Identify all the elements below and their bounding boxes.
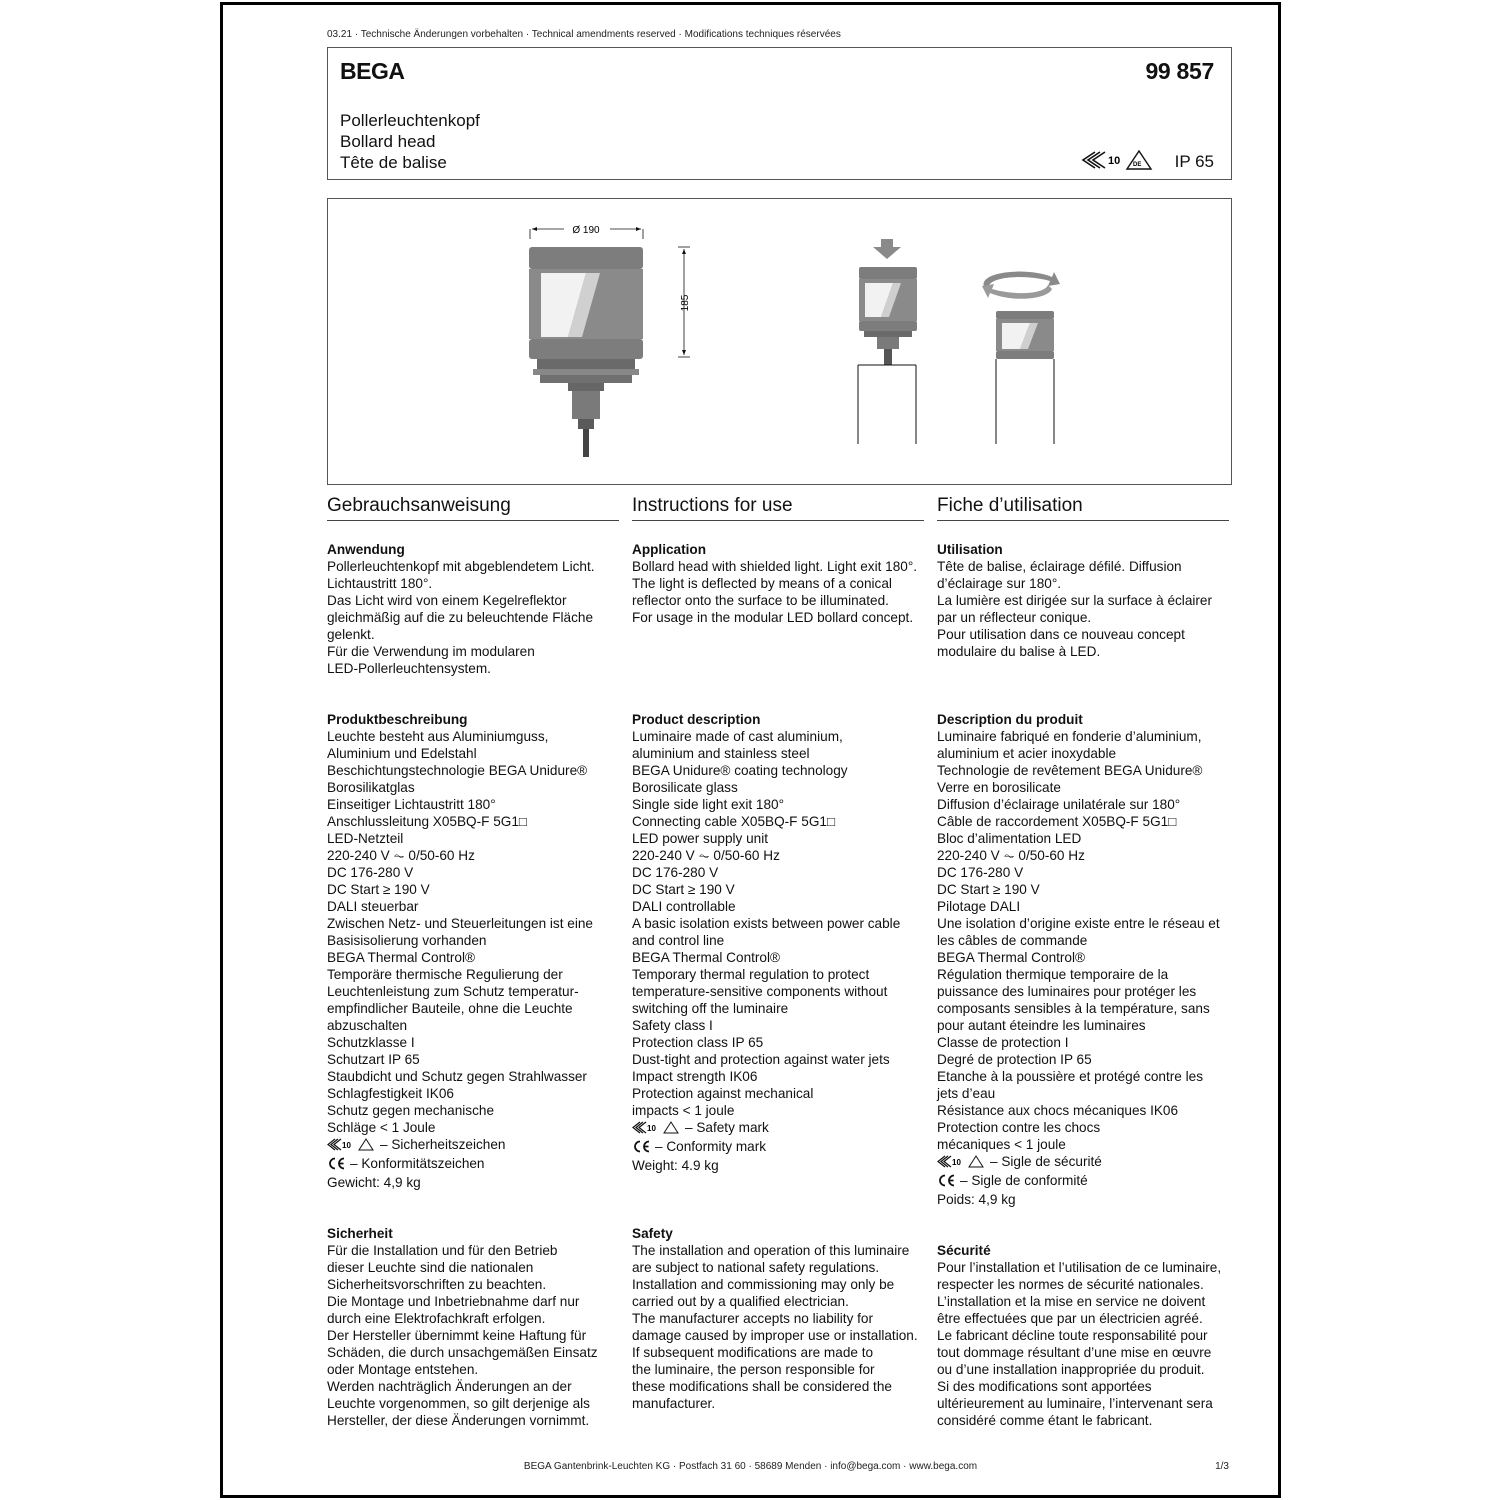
text-line: durch eine Elektrofachkraft erfolgen. xyxy=(327,1311,546,1326)
svg-text:10: 10 xyxy=(342,1141,351,1150)
text-line: Connecting cable X05BQ-F 5G1□ xyxy=(632,814,836,829)
weight-line: Poids: 4,9 kg xyxy=(937,1192,1016,1207)
text-line: switching off the luminaire xyxy=(632,1001,789,1016)
section-title: Product description xyxy=(632,712,761,727)
column-heading: Gebrauchsanweisung xyxy=(327,495,619,521)
text-line: DALI steuerbar xyxy=(327,899,419,914)
text-line: Protection class IP 65 xyxy=(632,1035,764,1050)
text-line: The light is deflected by means of a conical xyxy=(632,576,892,591)
text-line: empfindlicher Bauteile, ohne die Leuchte xyxy=(327,1001,573,1016)
text-line: oder Montage entstehen. xyxy=(327,1362,479,1377)
text-line: Le fabricant décline toute responsabilité pour xyxy=(937,1328,1208,1343)
text-line: Classe de protection I xyxy=(937,1035,1069,1050)
column-heading: Instructions for use xyxy=(632,495,924,521)
section-title: Anwendung xyxy=(327,542,405,557)
text-line: temperature-sensitive components without xyxy=(632,984,888,999)
text-line: d’éclairage sur 180°. xyxy=(937,576,1062,591)
ce-mark-icon xyxy=(937,1174,957,1191)
text-line: and control line xyxy=(632,933,725,948)
text-line: Si des modifications sont apportées xyxy=(937,1379,1152,1394)
text-line: aluminium and stainless steel xyxy=(632,746,810,761)
text-line: jets d’eau xyxy=(937,1086,996,1101)
conformity-mark-line: – Conformity mark xyxy=(632,1138,924,1157)
product-name-de: Pollerleuchtenkopf xyxy=(340,111,480,130)
text-line: Résistance aux chocs mécaniques IK06 xyxy=(937,1103,1179,1118)
text-line: Staubdicht und Schutz gegen Strahlwasser xyxy=(327,1069,587,1084)
text-line: Bollard head with shielded light. Light exit 180°. xyxy=(632,559,918,574)
text-line: 220-240 V ⏦ 0/50-60 Hz xyxy=(327,848,475,863)
text-line: Der Hersteller übernimmt keine Haftung für xyxy=(327,1328,587,1343)
text-line: Schutzart IP 65 xyxy=(327,1052,420,1067)
mounting-step-insert xyxy=(858,239,917,444)
text-line: damage caused by improper use or installation. xyxy=(632,1328,918,1343)
text-line: gelenkt. xyxy=(327,627,375,642)
text-line: Schläge < 1 Joule xyxy=(327,1120,436,1135)
text-line: L’installation et la mise en service ne doivent xyxy=(937,1294,1206,1309)
text-line: respecter les normes de sécurité nationales. xyxy=(937,1277,1204,1292)
column-heading: Fiche d’utilisation xyxy=(937,495,1229,521)
safety-mark-icon xyxy=(327,1138,377,1155)
product-name-fr: Tête de balise xyxy=(340,153,447,172)
text-line: Leuchtenleistung zum Schutz temperatur- xyxy=(327,984,579,999)
section-title: Application xyxy=(632,542,707,557)
column-en xyxy=(632,495,924,1412)
text-line: the luminaire, the person responsible for xyxy=(632,1362,875,1377)
text-line: Borosilicate glass xyxy=(632,780,738,795)
text-line: Schutzklasse I xyxy=(327,1035,415,1050)
figure-box xyxy=(327,198,1232,485)
section-title: Description du produit xyxy=(937,712,1083,727)
text-line: If subsequent modifications are made to xyxy=(632,1345,874,1360)
section-title: Sécurité xyxy=(937,1243,991,1258)
text-line: Die Montage und Inbetriebnahme darf nur xyxy=(327,1294,580,1309)
text-line: Tête de balise, éclairage défilé. Diffusion xyxy=(937,559,1182,574)
page-number: 1/3 xyxy=(1215,1461,1229,1472)
application-text xyxy=(327,558,619,677)
footer-address: BEGA Gantenbrink-Leuchten KG · Postfach 31 60 · 58689 Menden · info@bega.com · www.bega.com xyxy=(523,1461,978,1472)
text-line: DC 176-280 V xyxy=(632,865,719,880)
text-line: DC Start ≥ 190 V xyxy=(632,882,735,897)
text-line: La lumière est dirigée sur la surface à éclairer xyxy=(937,593,1213,608)
text-line: Une isolation d’origine existe entre le réseau et xyxy=(937,916,1220,931)
text-line: 220-240 V ⏦ 0/50-60 Hz xyxy=(937,848,1085,863)
article-number: 99 857 xyxy=(1145,58,1214,84)
column-fr xyxy=(937,495,1229,1429)
text-line: manufacturer. xyxy=(632,1396,716,1411)
safety-mark-icon xyxy=(632,1121,682,1138)
text-line: Degré de protection IP 65 xyxy=(937,1052,1092,1067)
height-label: 185 xyxy=(680,294,691,312)
text-line: Pour l’installation et l’utilisation de ce luminaire, xyxy=(937,1260,1222,1275)
text-line: Sicherheitsvorschriften zu beachten. xyxy=(327,1277,547,1292)
conformity-mark-line: – Konformitätszeichen xyxy=(327,1155,619,1174)
text-line: puissance des luminaires pour protéger les xyxy=(937,984,1197,999)
text-line: Borosilikatglas xyxy=(327,780,415,795)
weight-line: Gewicht: 4,9 kg xyxy=(327,1175,421,1190)
safety-mark-line: 10 – Safety mark xyxy=(632,1119,924,1138)
text-line: Leuchte besteht aus Aluminiumguss, xyxy=(327,729,549,744)
safety-mark-icon xyxy=(937,1155,987,1172)
column-de xyxy=(327,495,619,1429)
text-line: Technologie de revêtement BEGA Unidure® xyxy=(937,763,1203,778)
text-line: The installation and operation of this luminaire xyxy=(632,1243,910,1258)
text-line: Protection against mechanical xyxy=(632,1086,814,1101)
application-text xyxy=(632,558,924,626)
text-line: carried out by a qualified electrician. xyxy=(632,1294,849,1309)
safety-marks-icon xyxy=(1081,148,1153,172)
section-title: Produktbeschreibung xyxy=(327,712,468,727)
text-line: DC Start ≥ 190 V xyxy=(937,882,1040,897)
text-line: Etanche à la poussière et protégé contre les xyxy=(937,1069,1204,1084)
text-line: Für die Verwendung im modularen xyxy=(327,644,535,659)
text-line: Dust-tight and protection against water jets xyxy=(632,1052,890,1067)
ce-mark-icon xyxy=(327,1157,347,1174)
text-line: Beschichtungstechnologie BEGA Unidure® xyxy=(327,763,588,778)
document-page xyxy=(220,2,1281,1498)
section-title: Utilisation xyxy=(937,542,1003,557)
safety-text xyxy=(632,1242,924,1412)
text-line: Das Licht wird von einem Kegelreflektor xyxy=(327,593,567,608)
text-line: BEGA Unidure® coating technology xyxy=(632,763,848,778)
text-line: Installation and commissioning may only be xyxy=(632,1277,895,1292)
text-line: Aluminium und Edelstahl xyxy=(327,746,477,761)
text-line: être effectuées que par un électricien agréé. xyxy=(937,1311,1203,1326)
text-line: LED-Netzteil xyxy=(327,831,404,846)
text-line: A basic isolation exists between power cable xyxy=(632,916,901,931)
mark-number: 10 xyxy=(1108,155,1121,167)
product-text xyxy=(632,728,924,1119)
text-line: Pollerleuchtenkopf mit abgeblendetem Licht. xyxy=(327,559,595,574)
text-line: Schutz gegen mechanische xyxy=(327,1103,495,1118)
text-line: modulaire du balise à LED. xyxy=(937,644,1101,659)
brand-name: BEGA xyxy=(340,58,405,84)
diameter-label: Ø 190 xyxy=(572,225,600,236)
text-line: considéré comme étant le fabricant. xyxy=(937,1413,1153,1428)
text-line: les câbles de commande xyxy=(937,933,1088,948)
text-line: Leuchte vorgenommen, so gilt derjenige als xyxy=(327,1396,590,1411)
conformity-mark-line: – Sigle de conformité xyxy=(937,1172,1229,1191)
product-names xyxy=(340,110,480,173)
text-line: BEGA Thermal Control® xyxy=(937,950,1086,965)
text-line: Diffusion d’éclairage unilatérale sur 180° xyxy=(937,797,1181,812)
svg-text:10: 10 xyxy=(647,1124,656,1133)
text-line: Lichtaustritt 180°. xyxy=(327,576,433,591)
text-line: BEGA Thermal Control® xyxy=(327,950,476,965)
text-line: dieser Leuchte sind die nationalen xyxy=(327,1260,534,1275)
text-line: Câble de raccordement X05BQ-F 5G1□ xyxy=(937,814,1177,829)
text-line: pour autant éteindre les luminaires xyxy=(937,1018,1146,1033)
text-line: For usage in the modular LED bollard concept. xyxy=(632,610,914,625)
text-line: Schlagfestigkeit IK06 xyxy=(327,1086,454,1101)
application-text xyxy=(937,558,1229,660)
text-line: Régulation thermique temporaire de la xyxy=(937,967,1169,982)
text-line: LED-Pollerleuchtensystem. xyxy=(327,661,491,676)
safety-mark-line: 10 – Sigle de sécurité xyxy=(937,1153,1229,1172)
weight-line: Weight: 4.9 kg xyxy=(632,1158,719,1173)
text-line: tout dommage résultant d’une mise en œuvre xyxy=(937,1345,1212,1360)
text-line: reflector onto the surface to be illuminated. xyxy=(632,593,889,608)
product-drawing xyxy=(328,199,1231,484)
text-line: Hersteller, der diese Änderungen vornimmt. xyxy=(327,1413,590,1428)
text-line: Zwischen Netz- und Steuerleitungen ist eine xyxy=(327,916,593,931)
revision-note: 03.21 · Technische Änderungen vorbehalten · Technical amendments reserved · Modifications techniques réservées xyxy=(327,29,841,40)
text-line: ultérieurement au luminaire, l’intervenant sera xyxy=(937,1396,1213,1411)
text-line: aluminium et acier inoxydable xyxy=(937,746,1117,761)
text-line: Anschlussleitung X05BQ-F 5G1□ xyxy=(327,814,528,829)
text-line: are subject to national safety regulations. xyxy=(632,1260,880,1275)
text-line: Pilotage DALI xyxy=(937,899,1021,914)
text-line: ou d’une installation inappropriée du produit. xyxy=(937,1362,1205,1377)
text-line: Protection contre les chocs xyxy=(937,1120,1101,1135)
text-line: Safety class I xyxy=(632,1018,713,1033)
text-line: The manufacturer accepts no liability for xyxy=(632,1311,874,1326)
text-line: these modifications shall be considered the xyxy=(632,1379,892,1394)
product-text xyxy=(937,728,1229,1153)
text-line: Luminaire fabriqué en fonderie d’aluminium, xyxy=(937,729,1202,744)
luminaire-front-view xyxy=(529,225,691,457)
ce-mark-icon xyxy=(632,1140,652,1157)
text-line: LED power supply unit xyxy=(632,831,769,846)
text-line: Temporary thermal regulation to protect xyxy=(632,967,870,982)
text-line: DC 176-280 V xyxy=(327,865,414,880)
text-line: Werden nachträglich Änderungen an der xyxy=(327,1379,572,1394)
svg-text:10: 10 xyxy=(952,1158,961,1167)
safety-mark-line: 10 – Sicherheitszeichen xyxy=(327,1136,619,1155)
text-line: impacts < 1 joule xyxy=(632,1103,735,1118)
text-line: DC 176-280 V xyxy=(937,865,1024,880)
text-line: Impact strength IK06 xyxy=(632,1069,758,1084)
text-line: 220-240 V ⏦ 0/50-60 Hz xyxy=(632,848,780,863)
text-line: gleichmäßig auf die zu beleuchtende Fläche xyxy=(327,610,594,625)
text-line: BEGA Thermal Control® xyxy=(632,950,781,965)
text-line: Für die Installation und für den Betrieb xyxy=(327,1243,558,1258)
text-line: Bloc d’alimentation LED xyxy=(937,831,1082,846)
text-line: Schäden, die durch unsachgemäßen Einsatz xyxy=(327,1345,598,1360)
text-line: composants sensibles à la température, sans xyxy=(937,1001,1210,1016)
safety-text xyxy=(937,1259,1229,1429)
section-title: Safety xyxy=(632,1226,673,1241)
text-line: Single side light exit 180° xyxy=(632,797,785,812)
section-title: Sicherheit xyxy=(327,1226,393,1241)
text-line: DALI controllable xyxy=(632,899,736,914)
product-text xyxy=(327,728,619,1136)
text-line: Einseitiger Lichtaustritt 180° xyxy=(327,797,496,812)
text-line: Luminaire made of cast aluminium, xyxy=(632,729,843,744)
text-line: Verre en borosilicate xyxy=(937,780,1061,795)
ip-rating: IP 65 xyxy=(1174,152,1214,171)
header-box xyxy=(327,47,1232,180)
product-name-en: Bollard head xyxy=(340,132,436,151)
text-line: par un réflecteur conique. xyxy=(937,610,1092,625)
svg-text:DE: DE xyxy=(1133,162,1142,168)
text-line: Basisisolierung vorhanden xyxy=(327,933,487,948)
text-line: abzuschalten xyxy=(327,1018,408,1033)
text-line: Pour utilisation dans ce nouveau concept xyxy=(937,627,1185,642)
mounting-step-rotate xyxy=(982,272,1060,444)
text-line: Temporäre thermische Regulierung der xyxy=(327,967,563,982)
safety-text xyxy=(327,1242,619,1429)
text-line: DC Start ≥ 190 V xyxy=(327,882,430,897)
text-line: mécaniques < 1 joule xyxy=(937,1137,1066,1152)
